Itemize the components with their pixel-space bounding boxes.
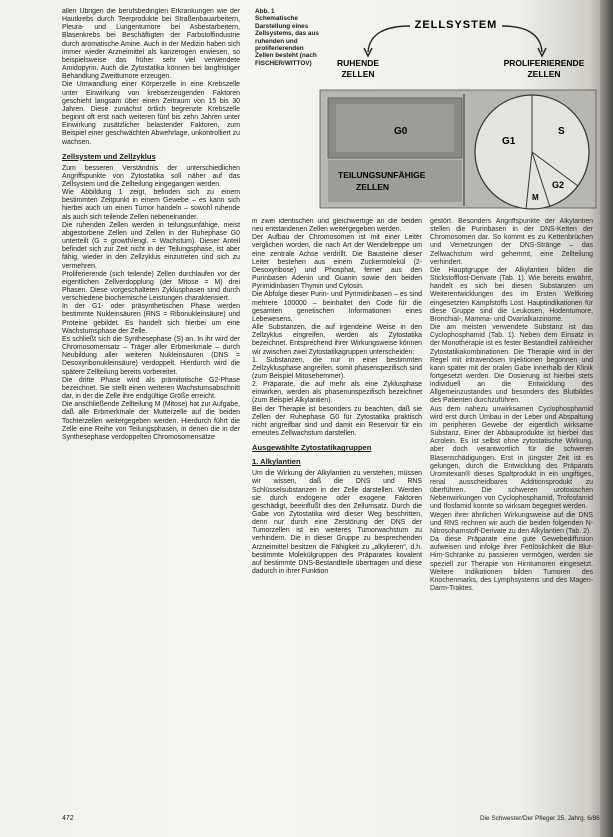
paragraph: Die ruhenden Zellen werden in teilungsunfähige, meist abgestorbene Zellen und Zellen in der Ruhephase G0 unterteilt (G = growth/engl. = Wachstum). Dieser Anteil befindet sich zur Zeit nicht in der Teilungsphase, ist aber fähig, wieder in den Zellzyklus einzutreten und sich zu vermehren. bbox=[62, 221, 240, 270]
paragraph: Aus dem nahezu unwirksamen Cyclophosphamid wird erst durch Umbau in der Leber und Abspaltung im peripheren Gewebe der eigentlich wirksame Substanz. Einer der Abbauprodukte ist hierbei das Acrolein. Es ist selbst ohne zytostatische Wirkung, aber doch verantwortlich für die schweren Blasenschädigungen. Erst in jüngster Zeit ist es gelungen, durch die Entwicklung des Präparats Uromitexan® dieses Spaltprodukt in ein ungiftiges, renal ausscheidbares Additionsprodukt zu überführen. Die schweren urotoxischen Nebenwirkungen von Cyclophosphamid, Trofosfamid und Ifosfamid konnte so wirksam begegnet werden. bbox=[430, 405, 593, 511]
paragraph: Um die Wirkung der Alkylantien zu verstehen, müssen wir wissen, daß die DNS und RNS Schlüsselsubstanzen in der Zelle darstellen. Werden sie durch endogene oder exogene Faktoren geschädigt, beeinflußt dies den Zellumsatz. Durch die Gabe von Zytostatika wird dieser Weg beschritten, denn nur durch eine Zerstörung der DNS der Tumorzellen ist ein weiteres Tumorwachstum zu verhindern. Die in dieser Gruppe zu besprechenden Arzneimittel besitzen die Fähigkeit zu „alkylieren“, d.h. bestimmte Molekülgruppen des Präparates kovalent auf bestimmte DNS-Bestandteile übertragen und diese dadurch in ihrer Funktion bbox=[252, 470, 422, 576]
section-heading: Ausgewählte Zytostatikagruppen bbox=[252, 443, 372, 453]
paragraph: Zum besseren Verständnis der unterschiedlichen Angriffspunkte von Zytostatika soll näher auf das Zellsystem und die Zellteilung eingegangen werden. bbox=[62, 164, 240, 188]
figure-caption-text: Schematische Darstellung eines Zellsystems, das aus ruhenden und proliferierenden Zellen besteht (nach FISCHER/WITTOV) bbox=[255, 15, 319, 67]
paragraph: Proliferierende (sich teilende) Zellen durchlaufen vor der eigentlichen Zellverdopplung (der Mitose = M) drei Phasen. Diese vorgeschalteten Zyklusphasen sind durch verschiedene biochemische Leistungen charakterisiert. bbox=[62, 270, 240, 303]
cell-system-diagram bbox=[318, 4, 600, 214]
subsection-heading: 1. Alkylantien bbox=[252, 457, 301, 467]
proliferating-cells-label: ZELLEN bbox=[527, 69, 561, 79]
paragraph: Die Abfolge dieser Purin- und Pyrimidinbasen – es sind mehrere 100000 – beinhaltet den Code für die gesamten genetischen Informationen eines Lebewesens. bbox=[252, 291, 422, 323]
paragraph: gestört. Besonders Angriffspunkte der Alkylantien stellen die Purinbasen in der DNS-Ketten der Chromosomen dar. So kommt es zu Kettenbrüchen und Vernetzungen der DNS-Stränge – das Zellwachstum wird gehemmt, eine Zellteilung verhindert. bbox=[430, 218, 593, 266]
cell-system-figure bbox=[318, 4, 600, 214]
text-column-left bbox=[62, 8, 240, 814]
paragraph: Es schließt sich die Synthesephase (S) an. In ihr wird der Chromosomensatz – Träger aller Erbmerkmale – durch Neubildung aller weiteren Nukleinsäuren (DNS = Desoxyribonukleinsäure) verdoppelt. Hierdurch wird die spätere Zellteilung bereits vorbereitet. bbox=[62, 335, 240, 376]
figure-caption bbox=[255, 8, 323, 67]
paragraph: Die Umwandlung einer Körperzelle in eine Krebszelle unter Einwirkung von krebserzeugenden Faktoren geschieht langsam über einen Zeitraum von 15 bis 30 Jahren. Diese zunächst örtlich begrenzte Krebszelle beginnt oft erst nach weiteren fünf bis zehn Jahren unter Einwirkung zusätzlicher belastender Faktoren, zum Beispiel einer geschwächten Abwehrlage, unkontrolliert zu wachsen. bbox=[62, 81, 240, 146]
paragraph: 1. Substanzen, die nur in einer bestimmten Zellzyklusphase angreifen, somit phasenspezifisch sind (zum Beispiel Mitosehemmer). bbox=[252, 356, 422, 380]
paragraph: Die dritte Phase wird als prämitotische G2-Phase bezeichnet. Sie stellt einen weiteren Wachstumsabschnitt dar, in der die Zelle ihre endgültige Größe erreicht. bbox=[62, 376, 240, 401]
figure-label: Abb. 1 bbox=[255, 8, 275, 15]
section-heading: Zellsystem und Zellzyklus bbox=[62, 151, 156, 161]
phase-s-label: S bbox=[558, 126, 565, 137]
paragraph: Bei der Therapie ist besonders zu beachten, daß sie Zellen der Ruhephase G0 für Zytostatika praktisch nicht angreifbar sind und damit ein Reservoir für ein erneutes Zellwachstum darstellen. bbox=[252, 405, 422, 438]
text-column-middle bbox=[252, 218, 422, 814]
paragraph: Wie Abbildung 1 zeigt, befinden sich zu einem bestimmten Zeitpunkt in einem Gewebe – es kann sich hierbei auch um einen Tumor handeln – sowohl ruhende als auch sich teilende Zellen nebeneinander. bbox=[62, 189, 240, 221]
phase-g2-label: G2 bbox=[552, 180, 565, 190]
paragraph: Wegen ihrer ähnlichen Wirkungsweise auf die DNS und RNS rechnen wir auch die beiden folgenden N-Nitrosoharnstoff-Derivate zu den Alkylantien (Tab. 2). bbox=[430, 511, 593, 535]
journal-footer: Die Schwester/Der Pfleger 25. Jahrg. 6/86 bbox=[480, 815, 600, 822]
non-dividing-region bbox=[328, 160, 462, 202]
arrow-right bbox=[502, 26, 542, 52]
text-column-right bbox=[430, 218, 593, 814]
page-edge-shadow bbox=[600, 0, 613, 837]
phase-g1-label: G1 bbox=[502, 136, 516, 147]
paragraph: allen Übrigen die berufsbedingten Erkrankungen wie der Hautkrebs durch Teerprodukte bei Straßenbauarbeitern, Pleura- und Lungentumore bei Asbestarbeitern, Blasenkrebs bei Beschäftigten der Farbstoffindustrie durch aromatische Amine. Auch in der Medizin haben sich immer wieder Arzneimittel als kanzerogen erwiesen, so beispielsweise das früher sehr viel verwendete Amidopyrin. Auch die Zytostatika können bei langfristiger Behandlung Zweittumore erzeugen. bbox=[62, 8, 240, 81]
proliferating-cells-label: PROLIFERIERENDE bbox=[503, 58, 585, 68]
paragraph: Die am meisten verwendete Substanz ist das Cyclophosphamid (Tab. 1). Neben dem Einsatz in der Monotherapie ist es fester Bestandteil zahlreicher Zytostatikakombinationen. Die Therapie wird in der Regel mit intravenösen Injektionen begonnen und kann später mit der oralen Gabe innerhalb der Klinik fortgesetzt werden. Die Dosierung ist hierbei stets individuell an die Entwicklung des Allgemeinzustandes und besonders des Blutbildes des Patienten durchzuführen. bbox=[430, 324, 593, 405]
page-number: 472 bbox=[62, 815, 74, 822]
non-dividing-label: TEILUNGSUNFÄHIGE bbox=[338, 170, 426, 180]
resting-cells-label: ZELLEN bbox=[341, 69, 375, 79]
arrow-left bbox=[368, 26, 410, 52]
paragraph: Der Aufbau der Chromosomen ist mit einer Leiter verglichen worden, die nach Art der Wendeltreppe um eine zentrale Achse verdrillt. Die Bausteine dieser Leiter bestehen aus einem Zuckermolekül (2-Desoxyribose) und Phosphat, ferner aus den Purinbasen Adenin und Guanin sowie den beiden Pyrimidinbasen Thymin und Cytosin. bbox=[252, 234, 422, 291]
paragraph: Alle Substanzen, die auf irgendeine Weise in den Zellzyklus eingreifen, werden als Zytostatika bezeichnet. Entsprechend ihrer Wirkungsweise können wir zwischen zwei Zytostatikagruppen unterscheiden: bbox=[252, 324, 422, 356]
phase-m-label: M bbox=[532, 193, 539, 202]
paragraph: Da diese Präparate eine gute Gewebediffusion aufweisen und infolge ihrer Fettlöslichkeit die Blut-Hirn-Schranke zu passieren vermögen, werden sie speziell zur Therapie von Hirntumoren eingesetzt. Weitere Indikationen bilden Tumoren des Knochenmarks, des Lymphsystems und des Magen-Darm-Traktes. bbox=[430, 536, 593, 593]
non-dividing-label: ZELLEN bbox=[356, 182, 390, 192]
paragraph: In der G1- oder präsynthetischen Phase werden bestimmte Nukleinsäuren (RNS = Ribonukleinsäure) und Proteine gebildet. Es handelt sich hierbei um eine Wachstumsphase der Zelle. bbox=[62, 303, 240, 335]
resting-cells-label: RUHENDE bbox=[336, 58, 380, 68]
paragraph: Die Hauptgruppe der Alkylantien bilden die Stickstofflost-Derivate (Tab. 1). Wie bereits erwähnt, handelt es sich bei diesen Substanzen um Weiterentwicklungen des im Ersten Weltkrieg eingesetzten Kampfstoffs Lost. Hauptindikationen für diese Gruppe sind die Leukosen, Hodentumore, Bronchial-, Mamma- und Ovarialkarzinome. bbox=[430, 266, 593, 323]
paragraph: in zwei identischen und gleichwertige an die beiden neu entstandenen Zellen weitergegeben werden. bbox=[252, 218, 422, 234]
g0-label: G0 bbox=[394, 126, 408, 137]
figure-title: ZELLSYSTEM bbox=[414, 19, 498, 31]
paragraph: 2. Präparate, die auf mehr als eine Zyklusphase einwirken, werden als phasenunspezifisch bezeichnet (zum Beispiel Alkylantien). bbox=[252, 381, 422, 405]
paragraph: Die anschließende Zellteilung M (Mitose) hat zur Aufgabe, daß alle Erbmerkmale der Mutterzelle auf die beiden Tochterzellen weitergegeben werden. Hierdurch führt die Zelle eine Reihe von Teilungsphasen, in denen die in der Synthesephase verdoppelten Chromosomensätze bbox=[62, 401, 240, 441]
